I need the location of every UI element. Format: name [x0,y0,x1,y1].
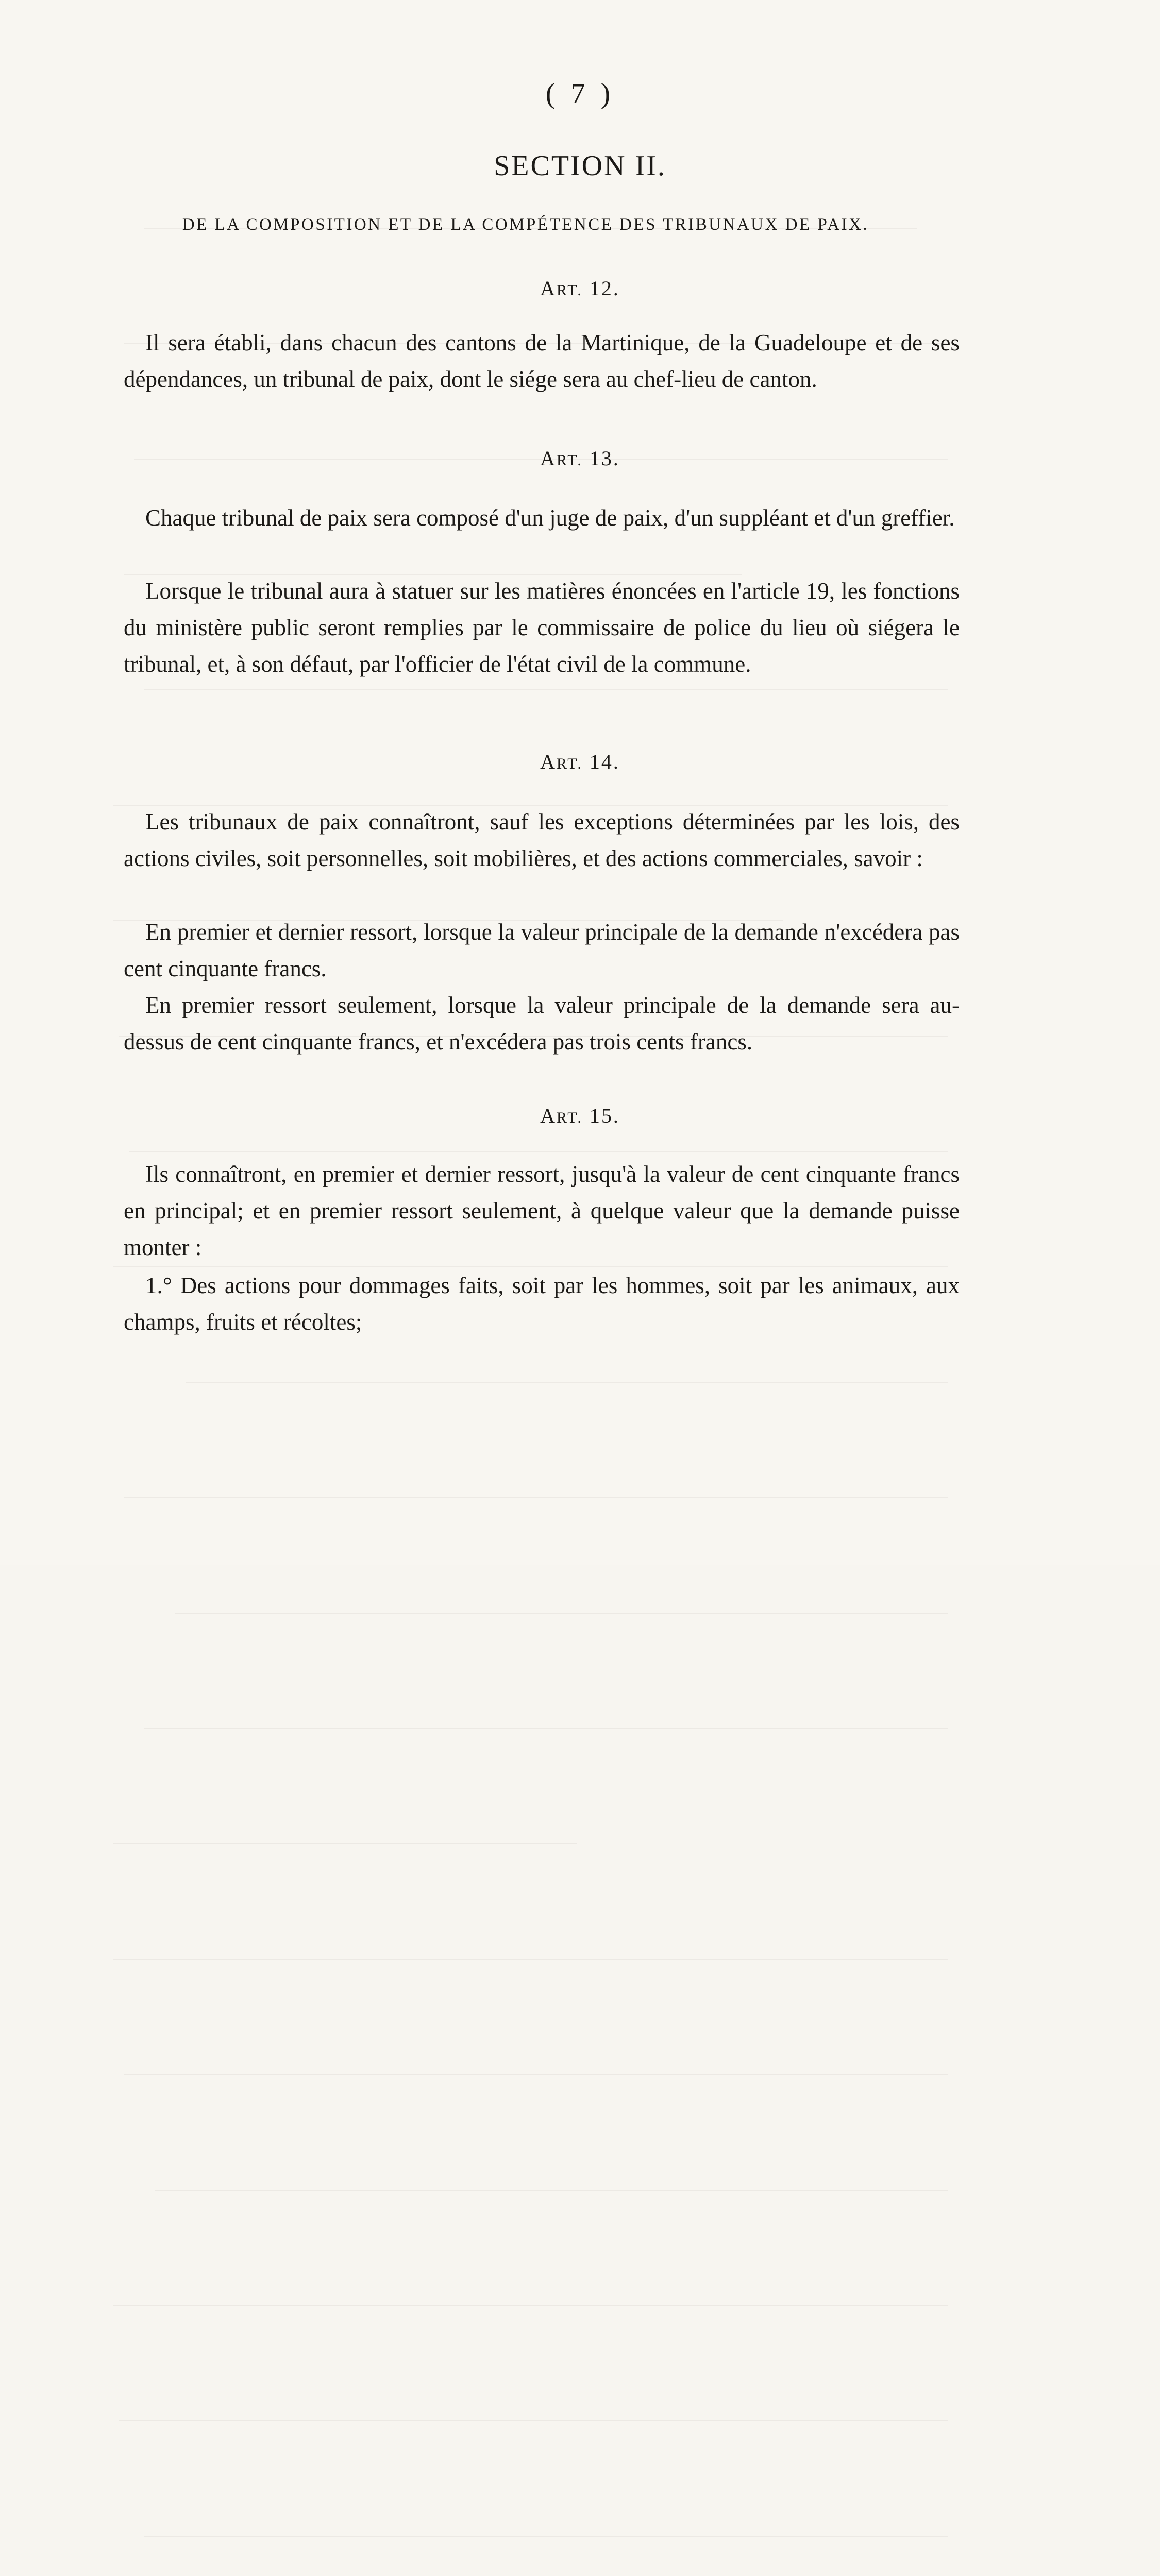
article-number: 12. [589,277,620,300]
article-14-paragraph-1: Les tribunaux de paix connaîtront, sauf les exceptions déterminées par les lois, des actions civiles, soit personnelles, soit mobilières, et des actions commerciales, savoir : [124,809,960,871]
section-title: SECTION II. [494,150,666,182]
article-heading-13 [0,446,1160,470]
article-heading-15 [0,1104,1160,1128]
article-14-paragraph-2: En premier et dernier ressort, lorsque la valeur principale de la demande n'excédera pas cent cinquante francs. [124,919,960,981]
article-label-smallcaps: RT. [557,452,583,469]
article-13-paragraph-1: Chaque tribunal de paix sera composé d'un juge de paix, d'un suppléant et d'un greffier. [145,505,955,531]
article-label-initial: A [540,1104,557,1127]
article-label-smallcaps: RT. [557,755,583,772]
page-number: ( 7 ) [545,78,615,110]
article-number: 13. [589,447,620,470]
article-heading-12 [0,276,1160,300]
article-number: 15. [589,1104,620,1127]
article-15-paragraph-2: 1.° Des actions pour dommages faits, soit par les hommes, soit par les animaux, aux champs, fruits et récoltes; [124,1273,960,1335]
bleed-through-texture [103,113,948,2576]
article-heading-14 [0,750,1160,774]
article-label-initial: A [540,447,557,470]
article-12-paragraph-1: Il sera établi, dans chacun des cantons de la Martinique, de la Guadeloupe et de ses dépendances, un tribunal de paix, dont le siége sera au chef-lieu de canton. [124,330,960,392]
article-label-initial: A [540,277,557,300]
article-label-smallcaps: RT. [557,282,583,299]
article-label-smallcaps: RT. [557,1109,583,1126]
article-14-paragraph-3: En premier ressort seulement, lorsque la valeur principale de la demande sera au-dessus de cent cinquante francs, et n'excédera pas trois cents francs. [124,992,960,1055]
article-label-initial: A [540,750,557,773]
article-13-paragraph-2: Lorsque le tribunal aura à statuer sur les matières énoncées en l'article 19, les fonctions du ministère public seront remplies par le commissaire de police du lieu où siégera le tribunal, et, à son défaut, par l'officier de l'état civil de la commune. [124,578,960,677]
section-subtitle: DE LA COMPOSITION ET DE LA COMPÉTENCE DES TRIBUNAUX DE PAIX. [182,215,869,234]
article-15-paragraph-1: Ils connaîtront, en premier et dernier ressort, jusqu'à la valeur de cent cinquante francs en principal; et en premier ressort seulement, à quelque valeur que la demande puisse monter : [124,1161,960,1260]
article-number: 14. [589,750,620,773]
